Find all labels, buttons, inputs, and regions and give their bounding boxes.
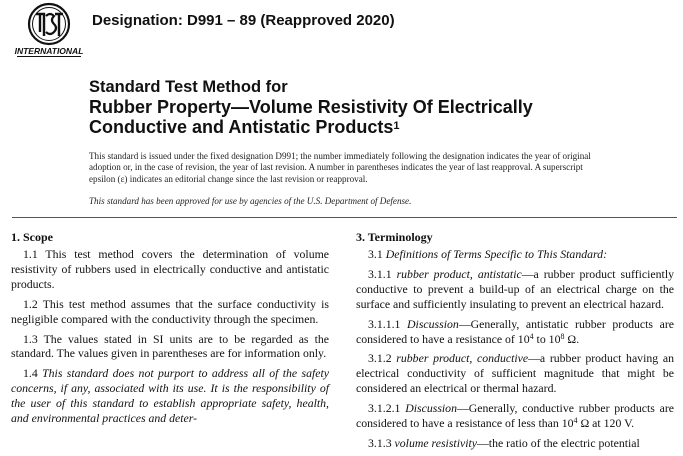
paragraph-1-4 bbox=[11, 366, 329, 426]
p3111-number: 3.1.1.1 bbox=[368, 316, 401, 331]
p3121-text-b: Ω at 120 V. bbox=[577, 416, 635, 431]
paragraph-3-1-2-1 bbox=[356, 401, 674, 431]
p3111-label: Discussion bbox=[407, 316, 459, 331]
title-block bbox=[89, 77, 649, 137]
p3111-exponent-1: 4 bbox=[529, 331, 534, 341]
title-line-2: Rubber Property—Volume Resistivity Of Electrically bbox=[89, 97, 533, 117]
p3111-text-c: Ω. bbox=[564, 331, 580, 346]
paragraph-3-1-1-1 bbox=[356, 317, 674, 347]
title-line-1: Standard Test Method for bbox=[89, 78, 288, 96]
p311-number: 3.1.1 bbox=[368, 266, 392, 281]
p3121-label: Discussion bbox=[405, 401, 457, 416]
p3121-exponent: 4 bbox=[573, 416, 578, 426]
p313-text: —the ratio of the electric potential bbox=[477, 435, 640, 450]
p3111-text-a: —Generally, antistatic rubber products are considered to have a resistance of 10 bbox=[356, 316, 674, 346]
title-line-3-text: Conductive and Antistatic Products bbox=[89, 117, 394, 137]
title-footnote-marker: 1 bbox=[393, 120, 400, 132]
paragraph-1-1: 1.1 This test method covers the determination of volume resistivity of rubbers used in electrically conductive and antistatic products. bbox=[11, 247, 329, 291]
astm-emblem-icon bbox=[29, 4, 69, 44]
header-divider bbox=[12, 217, 677, 218]
paragraph-3-1-2 bbox=[356, 351, 674, 396]
left-column bbox=[11, 230, 329, 431]
right-column bbox=[356, 230, 674, 456]
p3111-exponent-2: 8 bbox=[560, 331, 565, 341]
p311-text: —a rubber product sufficiently conductive to prevent a build-up of an electrical charge on the surface and sufficiently insulating to prevent an electrical hazard. bbox=[356, 266, 674, 311]
paragraph-1-4-text: This standard does not purport to address all of the safety concerns, if any, associated with its use. It is the responsibility of the user of this standard to establish appropriate safety, health, and environmental practices and deter- bbox=[11, 366, 329, 426]
p31-number: 3.1 bbox=[368, 247, 383, 261]
p3121-number: 3.1.2.1 bbox=[368, 401, 401, 416]
p3121-text-a: —Generally, conductive rubber products are considered to have a resistance of less than 10 bbox=[356, 401, 675, 431]
paragraph-1-3: 1.3 The values stated in SI units are to be regarded as the standard. The values given in parentheses are for information only. bbox=[11, 331, 329, 361]
p312-term: rubber product, conductive bbox=[396, 351, 529, 366]
paragraph-1-4-number: 1.4 bbox=[23, 366, 38, 381]
designation: Designation: D991 – 89 (Reapproved 2020) bbox=[92, 12, 395, 29]
issuance-notice: This standard is issued under the fixed designation D991; the number immediately following the designation indicates the year of original adoption or, in the case of revision, the year of last revision. A number in parentheses indicates the year of last reapproval. A superscript epsilon (ε) indicates an editorial change since the last revision or reapproval. bbox=[89, 151, 591, 184]
p3111-text-b: to 10 bbox=[533, 331, 561, 346]
p311-term: rubber product, antistatic bbox=[396, 266, 522, 281]
paragraph-3-1-3 bbox=[356, 436, 674, 451]
paragraph-1-2: 1.2 This test method assumes that the surface conductivity is negligible compared with the conductivity through the specimen. bbox=[11, 296, 329, 326]
p312-number: 3.1.2 bbox=[368, 351, 392, 366]
paragraph-3-1-1 bbox=[356, 267, 674, 312]
p313-term: volume resistivity bbox=[394, 435, 477, 450]
p313-number: 3.1.3 bbox=[368, 435, 392, 450]
section-terminology-heading: 3. Terminology bbox=[356, 230, 433, 244]
paragraph-3-1 bbox=[356, 247, 674, 262]
astm-logo bbox=[14, 2, 84, 58]
section-scope-heading: 1. Scope bbox=[11, 230, 53, 244]
dod-approval-note: This standard has been approved for use by agencies of the U.S. Department of Defense. bbox=[89, 196, 412, 206]
logo-caption: INTERNATIONAL bbox=[14, 46, 84, 56]
p312-text: —a rubber product having an electrical conductivity of sufficient magnitude that might be considered an electrical or thermal hazard. bbox=[356, 351, 674, 396]
title-line-3 bbox=[89, 117, 649, 137]
p31-text: Definitions of Terms Specific to This Standard: bbox=[385, 247, 608, 261]
